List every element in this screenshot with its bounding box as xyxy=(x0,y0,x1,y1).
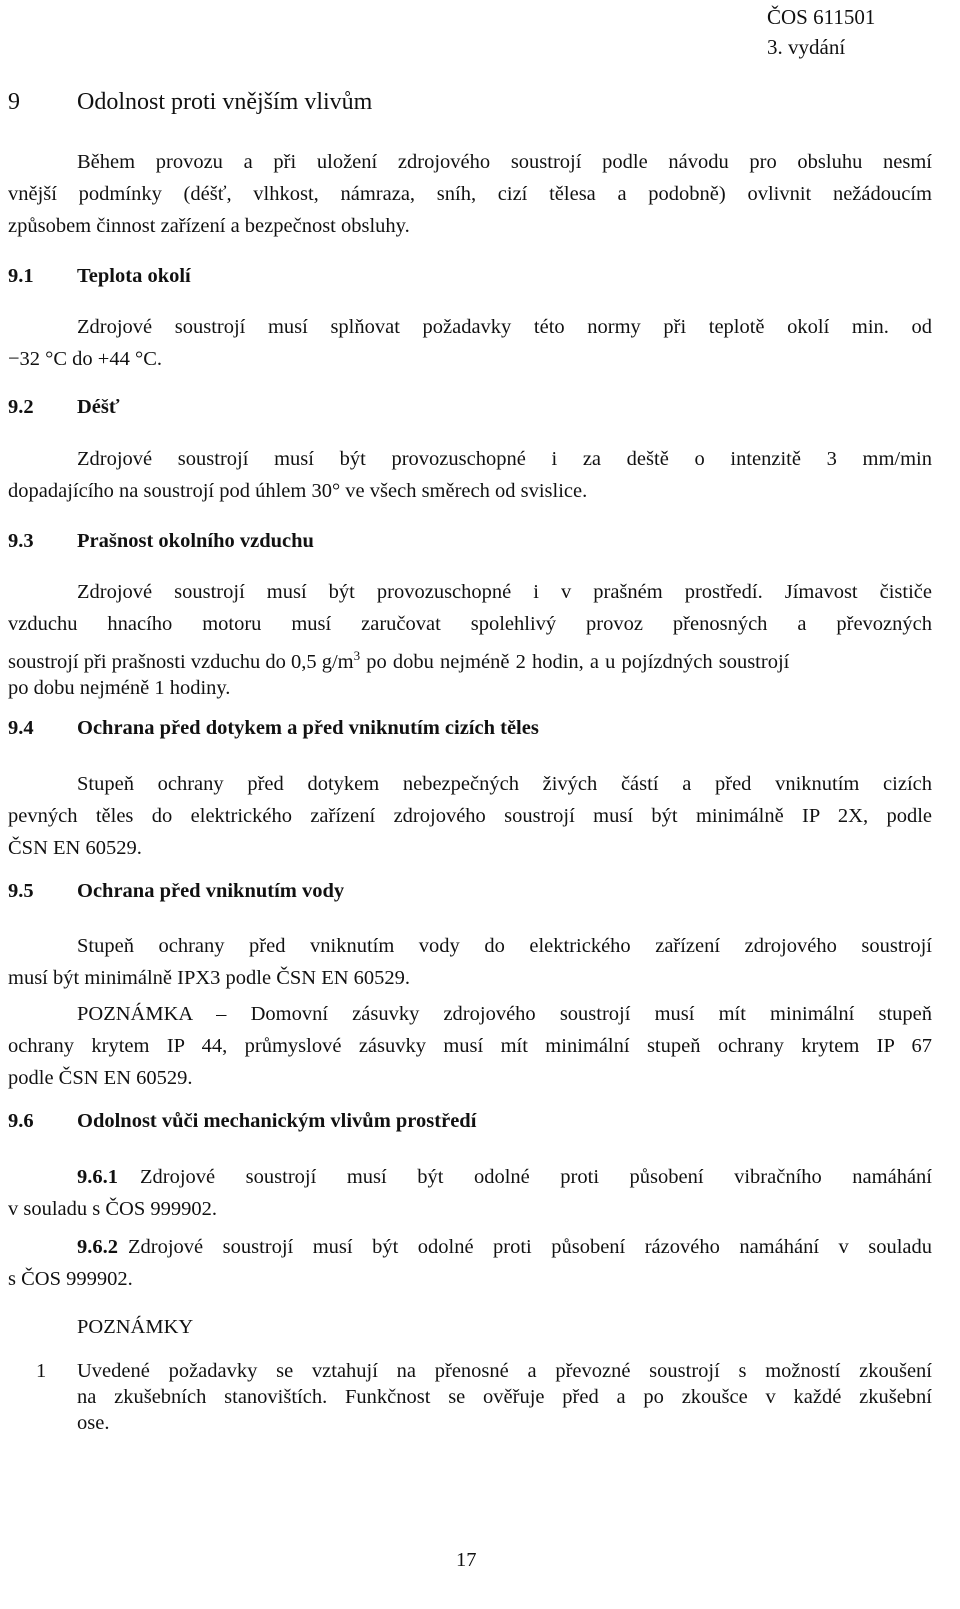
subsection-number: 9.6.1 xyxy=(77,1166,118,1188)
section-number: 9.5 xyxy=(8,880,34,902)
intro-line: vnější podmínky (déšť, vlhkost, námraza, sníh, cizí tělesa a podobně) ovlivnit nežádoucím xyxy=(8,183,932,205)
section-title: Ochrana před dotykem a před vniknutím cizích těles xyxy=(77,717,539,739)
document-code: ČOS 611501 xyxy=(767,5,876,29)
intro-line: způsobem činnost zařízení a bezpečnost obsluhy. xyxy=(8,215,410,237)
section-title: Odolnost vůči mechanickým vlivům prostředí xyxy=(77,1110,477,1132)
section-title: Prašnost okolního vzduchu xyxy=(77,530,314,552)
paragraph-line: vzduchu hnacího motoru musí zaručovat spolehlivý provoz přenosných a převozných xyxy=(8,613,932,635)
section-number: 9.2 xyxy=(8,396,34,418)
page-number: 17 xyxy=(456,1549,477,1571)
section-number: 9.4 xyxy=(8,717,34,739)
paragraph-line: Stupeň ochrany před vniknutím vody do elektrického zařízení zdrojového soustrojí xyxy=(77,935,932,957)
paragraph-line: Zdrojové soustrojí musí být provozuschopné i v prašném prostředí. Jímavost čističe xyxy=(77,581,932,603)
paragraph-line: po dobu nejméně 1 hodiny. xyxy=(8,677,231,699)
paragraph-line: ČSN EN 60529. xyxy=(8,837,142,859)
paragraph-line: s ČOS 999902. xyxy=(8,1268,133,1290)
note-item-line: na zkušebních stanovištích. Funkčnost se ověřuje před a po zkoušce v každé zkušební xyxy=(77,1386,932,1408)
chapter-number: 9 xyxy=(8,89,20,115)
subsection-number: 9.6.2 xyxy=(77,1236,118,1258)
section-number: 9.1 xyxy=(8,265,34,287)
section-number: 9.3 xyxy=(8,530,34,552)
paragraph-text: po dobu nejméně 2 hodin, a u pojízdných soustrojí xyxy=(360,650,790,673)
superscript: 3 xyxy=(353,648,361,663)
note-line: ochrany krytem IP 44, průmyslové zásuvky musí mít minimální stupeň ochrany krytem IP 67 xyxy=(8,1035,932,1057)
intro-line: Během provozu a při uložení zdrojového soustrojí podle návodu pro obsluhu nesmí xyxy=(77,151,932,173)
paragraph-line: musí být minimálně IPX3 podle ČSN EN 60529. xyxy=(8,967,411,989)
section-title: Déšť xyxy=(77,396,120,418)
paragraph-line: Zdrojové soustrojí musí být provozuschopné i za deště o intenzitě 3 mm/min xyxy=(77,448,932,470)
paragraph-line: Stupeň ochrany před dotykem nebezpečných živých částí a před vniknutím cizích xyxy=(77,773,932,795)
chapter-title: Odolnost proti vnějším vlivům xyxy=(77,89,373,115)
notes-heading: POZNÁMKY xyxy=(77,1316,194,1338)
paragraph-line: Zdrojové soustrojí musí být odolné proti působení rázového namáhání v souladu xyxy=(128,1236,932,1258)
paragraph-line: pevných těles do elektrického zařízení zdrojového soustrojí musí být minimálně IP 2X, podle xyxy=(8,805,932,827)
paragraph-text: soustrojí při prašnosti vzduchu do 0,5 g/m xyxy=(8,650,354,673)
note-item-line: Uvedené požadavky se vztahují na přenosné a převozné soustrojí s možností zkoušení xyxy=(77,1360,932,1382)
paragraph-line: Zdrojové soustrojí musí splňovat požadavky této normy při teplotě okolí min. od xyxy=(77,316,932,338)
section-title: Ochrana před vniknutím vody xyxy=(77,880,345,902)
paragraph-line: v souladu s ČOS 999902. xyxy=(8,1198,218,1220)
paragraph-line: Zdrojové soustrojí musí být odolné proti působení vibračního namáhání xyxy=(140,1166,932,1188)
note-item-number: 1 xyxy=(36,1360,47,1382)
note-item-line: ose. xyxy=(77,1412,110,1434)
edition-label: 3. vydání xyxy=(767,35,846,59)
note-line: POZNÁMKA – Domovní zásuvky zdrojového soustrojí musí mít minimální stupeň xyxy=(77,1003,932,1025)
paragraph-line: dopadajícího na soustrojí pod úhlem 30° ve všech směrech od svislice. xyxy=(8,480,588,502)
section-number: 9.6 xyxy=(8,1110,34,1132)
paragraph-line: −32 °C do +44 °C. xyxy=(8,348,162,370)
note-line: podle ČSN EN 60529. xyxy=(8,1067,193,1089)
section-title: Teplota okolí xyxy=(77,265,191,287)
